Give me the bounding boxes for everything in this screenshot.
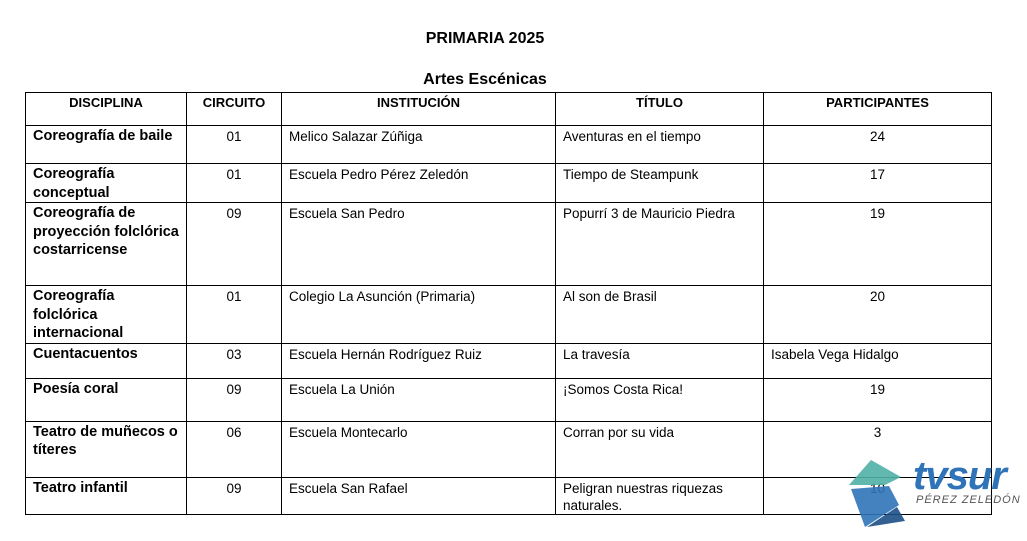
cell-circuito: 01 (187, 164, 282, 203)
table-row (26, 203, 992, 286)
cell-disciplina: Teatro de muñecos o títeres (26, 421, 187, 477)
cell-disciplina: Poesía coral (26, 378, 187, 421)
cell-institucion: Escuela La Unión (282, 378, 556, 421)
cell-participantes: 19 (764, 378, 992, 421)
section-subtitle: Artes Escénicas (423, 71, 547, 88)
tvsur-logo-tagline: PÉREZ ZELEDÓN (916, 494, 1021, 506)
header-circuito: CIRCUITO (187, 93, 282, 126)
table-row (26, 378, 992, 421)
cell-circuito: 01 (187, 126, 282, 164)
cell-participantes: 20 (764, 286, 992, 344)
table-header-row (26, 93, 992, 126)
cell-circuito: 01 (187, 286, 282, 344)
cell-circuito: 09 (187, 378, 282, 421)
header-titulo: TÍTULO (556, 93, 764, 126)
table-row (26, 286, 992, 344)
table-row (26, 164, 992, 203)
results-table (25, 92, 992, 515)
cell-participantes: 19 (764, 203, 992, 286)
cell-titulo: Al son de Brasil (556, 286, 764, 344)
cell-institucion: Escuela Hernán Rodríguez Ruiz (282, 343, 556, 378)
cell-disciplina: Coreografía conceptual (26, 164, 187, 203)
cell-participantes: 17 (764, 164, 992, 203)
page-title: PRIMARIA 2025 (425, 30, 545, 47)
header-disciplina: DISCIPLINA (26, 93, 187, 126)
cell-participantes: Isabela Vega Hidalgo (764, 343, 992, 378)
cell-titulo: Popurrí 3 de Mauricio Piedra (556, 203, 764, 286)
cell-disciplina: Coreografía de baile (26, 126, 187, 164)
tvsur-logo-wordmark: tvsur (913, 454, 1006, 498)
cell-circuito: 09 (187, 477, 282, 514)
cell-disciplina: Teatro infantil (26, 477, 187, 514)
header-institucion: INSTITUCIÓN (282, 93, 556, 126)
cell-disciplina: Coreografía de proyección folclórica costarricense (26, 203, 187, 286)
cell-titulo: La travesía (556, 343, 764, 378)
cell-titulo: Aventuras en el tiempo (556, 126, 764, 164)
cell-disciplina: Cuentacuentos (26, 343, 187, 378)
cell-circuito: 03 (187, 343, 282, 378)
cell-circuito: 06 (187, 421, 282, 477)
cell-institucion: Escuela Montecarlo (282, 421, 556, 477)
cell-institucion: Escuela San Pedro (282, 203, 556, 286)
header-participantes: PARTICIPANTES (764, 93, 992, 126)
cell-disciplina: Coreografía folclórica internacional (26, 286, 187, 344)
cell-titulo: Tiempo de Steampunk (556, 164, 764, 203)
cell-titulo: ¡Somos Costa Rica! (556, 378, 764, 421)
cell-institucion: Escuela Pedro Pérez Zeledón (282, 164, 556, 203)
cell-titulo: Corran por su vida (556, 421, 764, 477)
cell-participantes: 3 (764, 421, 992, 477)
cell-institucion: Colegio La Asunción (Primaria) (282, 286, 556, 344)
cell-institucion: Melico Salazar Zúñiga (282, 126, 556, 164)
cell-institucion: Escuela San Rafael (282, 477, 556, 514)
cell-circuito: 09 (187, 203, 282, 286)
table-row (26, 126, 992, 164)
cell-participantes: 24 (764, 126, 992, 164)
cell-titulo: Peligran nuestras riquezas naturales. (556, 477, 764, 514)
table-row (26, 343, 992, 378)
